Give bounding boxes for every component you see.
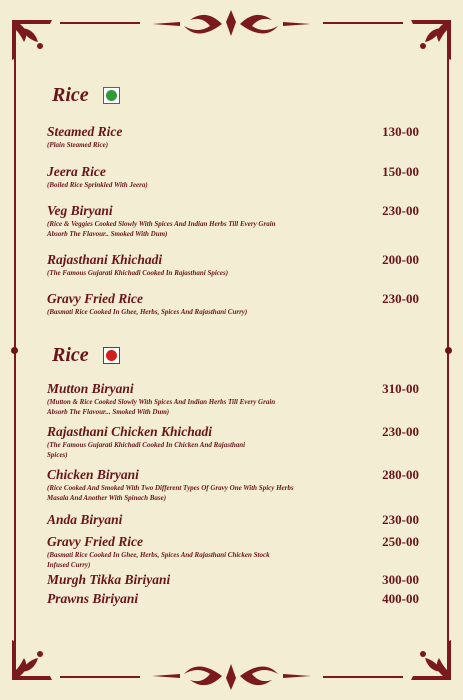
- non-veg-icon: [103, 347, 120, 364]
- item-description: (Basmati Rice Cooked In Ghee, Herbs, Spices And Rajasthani Chicken Stock Infused Curry): [47, 551, 270, 569]
- top-scroll-ornament-icon: [150, 6, 313, 42]
- frame-top-line-right: [323, 22, 403, 24]
- top-right-fleur-icon: [409, 18, 453, 62]
- item-name: Rajasthani Chicken Khichadi: [47, 424, 213, 439]
- item-name: Rajasthani Khichadi: [47, 252, 163, 267]
- item-description: (Rice Cooked And Smoked With Two Different Types Of Gravy One With Spicy Herbs Masala And Another With Spinach Base): [47, 484, 294, 502]
- menu-item: [47, 252, 419, 278]
- item-price: 130-00: [382, 124, 419, 139]
- bottom-right-fleur-icon: [409, 638, 453, 682]
- item-name: Jeera Rice: [47, 164, 106, 179]
- top-left-fleur-icon: [10, 18, 54, 62]
- frame-top-line-left: [60, 22, 140, 24]
- bottom-scroll-ornament-icon: [150, 658, 313, 694]
- item-description: (Rice & Veggies Cooked Slowly With Spices And Indian Herbs Till Every Grain Absorb The Flavour.. Smoked With Dum): [47, 220, 276, 238]
- bottom-left-fleur-icon: [10, 638, 54, 682]
- menu-item: [47, 124, 419, 150]
- frame-bottom-line-right: [323, 676, 403, 678]
- item-description: (The Famous Gujarati Khichadi Cooked In Rajasthani Spices): [47, 269, 229, 277]
- item-name: Prawns Biriyani: [47, 591, 139, 606]
- menu-item: [47, 291, 419, 317]
- item-price: 230-00: [382, 203, 419, 218]
- item-description: (Mutton & Rice Cooked Slowly With Spices And Indian Herbs Till Every Grain Absorb The Flavour... Smoked With Dum): [47, 398, 276, 416]
- menu-item: [47, 591, 419, 607]
- nonveg-section-title: [52, 344, 120, 367]
- item-price: 230-00: [382, 512, 419, 527]
- item-price: 150-00: [382, 164, 419, 179]
- item-description: (Basmati Rice Cooked In Ghee, Herbs, Spices And Rajasthani Curry): [47, 308, 248, 316]
- item-name: Gravy Fried Rice: [47, 291, 143, 306]
- item-price: 230-00: [382, 291, 419, 306]
- menu-item: [47, 534, 419, 570]
- item-price: 310-00: [382, 381, 419, 396]
- item-price: 250-00: [382, 534, 419, 549]
- veg-section-title: [52, 84, 120, 107]
- right-dot-ornament: [445, 347, 452, 354]
- frame-bottom-line-left: [60, 676, 140, 678]
- item-name: Chicken Biryani: [47, 467, 139, 482]
- item-name: Mutton Biryani: [47, 381, 134, 396]
- menu-item: [47, 164, 419, 190]
- item-name: Veg Biryani: [47, 203, 113, 218]
- veg-icon: [103, 87, 120, 104]
- menu-item: [47, 512, 419, 528]
- item-price: 230-00: [382, 424, 419, 439]
- item-name: Gravy Fried Rice: [47, 534, 143, 549]
- item-price: 300-00: [382, 572, 419, 587]
- item-price: 400-00: [382, 591, 419, 606]
- menu-item: [47, 381, 419, 417]
- item-price: 280-00: [382, 467, 419, 482]
- item-description: (Plain Steamed Rice): [47, 141, 109, 149]
- item-description: (Boiled Rice Sprinkled With Jeera): [47, 181, 148, 189]
- item-name: Anda Biryani: [47, 512, 123, 527]
- section-title-text: Rice: [52, 84, 89, 106]
- item-description: (The Famous Gujarati Khichadi Cooked In Chicken And Rajasthani Spices): [47, 441, 246, 459]
- menu-item: [47, 203, 419, 239]
- item-price: 200-00: [382, 252, 419, 267]
- menu-item: [47, 424, 419, 460]
- section-title-text: Rice: [52, 344, 89, 366]
- item-name: Murgh Tikka Biriyani: [47, 572, 171, 587]
- menu-item: [47, 572, 419, 588]
- left-dot-ornament: [11, 347, 18, 354]
- item-name: Steamed Rice: [47, 124, 123, 139]
- menu-item: [47, 467, 419, 503]
